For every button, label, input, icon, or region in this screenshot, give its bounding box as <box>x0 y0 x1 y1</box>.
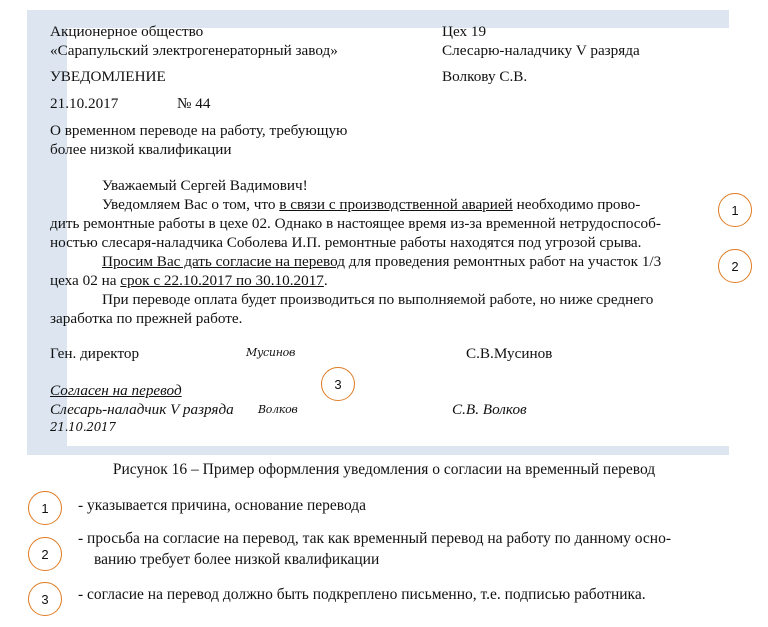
addressee-line-3: Волкову С.В. <box>442 68 528 85</box>
consent-date: 21.10.2017 <box>50 420 116 434</box>
legend-marker-1: 1 <box>28 491 62 525</box>
worker-signature: Волков <box>258 403 298 416</box>
subject-line-1: О временном переводе на работу, требующую <box>50 122 348 139</box>
marker-2: 2 <box>718 249 752 283</box>
marker-3: 3 <box>321 367 355 401</box>
org-line-2: «Сарапульский электрогенераторный завод» <box>50 42 338 59</box>
legend-text-1: - указывается причина, основание перевода <box>78 497 367 514</box>
paragraph-1-line-1: Уведомляем Вас о том, что в связи с производственной аварией необходимо прово- <box>102 196 641 213</box>
paragraph-2-line-1: Просим Вас дать согласие на перевод для проведения ремонтных работ на участок 1/3 <box>102 253 662 270</box>
subject-line-2: более низкой квалификации <box>50 141 232 158</box>
paragraph-2-line-2: цеха 02 на срок с 22.10.2017 по 30.10.2017. <box>50 272 328 289</box>
consent-title: Согласен на перевод <box>50 382 182 399</box>
legend-marker-3: 3 <box>28 582 62 616</box>
paragraph-1-line-3: ностью слесаря-наладчика Соболева И.П. ремонтные работы находятся под угрозой срыва. <box>50 234 642 251</box>
addressee-line-2: Слесарю-наладчику V разряда <box>442 42 640 59</box>
director-title: Ген. директор <box>50 345 140 362</box>
paragraph-3-line-1: При переводе оплата будет производиться по выполняемой работе, но ниже среднего <box>102 291 654 308</box>
paragraph-1-line-2: дить ремонтные работы в цехе 02. Однако в настоящее время из-за временной нетрудоспособ- <box>50 215 661 232</box>
doc-date: 21.10.2017 <box>50 95 119 112</box>
legend-marker-2: 2 <box>28 537 62 571</box>
greeting: Уважаемый Сергей Вадимович! <box>102 177 308 194</box>
org-line-1: Акционерное общество <box>50 23 204 40</box>
addressee-line-1: Цех 19 <box>442 23 487 40</box>
legend-text-2-line-2: ванию требует более низкой квалификации <box>94 551 380 568</box>
director-signature: Мусинов <box>246 346 296 359</box>
marker-1: 1 <box>718 193 752 227</box>
legend-text-3: - согласие на перевод должно быть подкреплено письменно, т.е. подписью работника. <box>78 586 646 603</box>
director-name: С.В.Мусинов <box>466 345 553 362</box>
figure-caption: Рисунок 16 – Пример оформления уведомления о согласии на временный перевод <box>112 461 656 478</box>
doc-type: УВЕДОМЛЕНИЕ <box>50 68 166 85</box>
consent-position: Слесарь-наладчик V разряда <box>50 401 234 418</box>
paragraph-3-line-2: заработка по прежней работе. <box>50 310 243 327</box>
doc-number: № 44 <box>177 95 211 112</box>
worker-name: С.В. Волков <box>452 401 527 418</box>
legend-text-2-line-1: - просьба на согласие на перевод, так как временный перевод на работу по данному осно- <box>78 530 672 547</box>
